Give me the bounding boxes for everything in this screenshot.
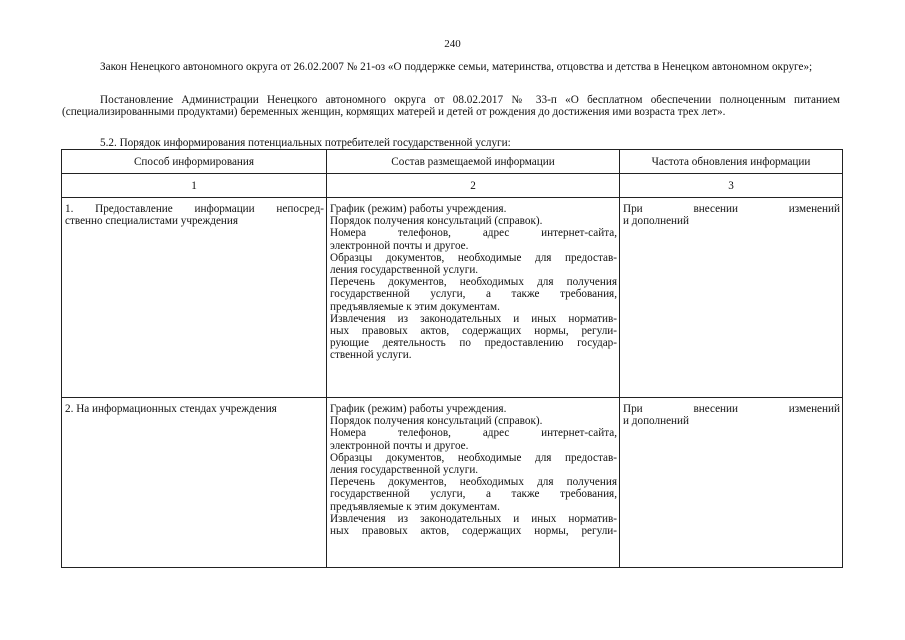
- cell-line: ственно специалистами учреждения: [65, 215, 239, 228]
- cell-line: Перечень документов, необходимых для получения: [330, 276, 617, 289]
- cell-line: государственной услуги, а также требования,: [330, 488, 617, 501]
- cell-line: ных правовых актов, содержащих нормы, регули-: [330, 525, 617, 538]
- cell-line: ления государственной услуги.: [330, 464, 479, 477]
- cell-line: При внесении изменений: [623, 403, 840, 415]
- cell-line: 2. На информационных стендах учреждения: [65, 403, 277, 415]
- cell-line: рующие деятельность по предоставлению государ-: [330, 337, 617, 350]
- column-number: 1: [62, 174, 327, 198]
- table-row: [62, 198, 843, 398]
- cell-line: Порядок получения консультаций (справок).: [330, 215, 543, 228]
- content-cell: [327, 198, 620, 398]
- frequency-cell: [620, 198, 843, 398]
- cell-line: государственной услуги, а также требования,: [330, 288, 617, 301]
- content-cell: [327, 398, 620, 568]
- table-row: [62, 398, 843, 568]
- cell-line: Номера телефонов, адрес интернет-сайта,: [330, 227, 617, 240]
- table-header-row: [62, 150, 843, 174]
- table-number-row: [62, 174, 843, 198]
- information-table: [61, 149, 843, 568]
- method-cell: [62, 398, 327, 568]
- cell-line: График (режим) работы учреждения.: [330, 403, 507, 415]
- cell-line: и дополнений: [623, 215, 689, 228]
- cell-line: Порядок получения консультаций (справок).: [330, 415, 543, 428]
- cell-line: ных правовых актов, содержащих нормы, регули-: [330, 325, 617, 338]
- section-heading-5-2: 5.2. Порядок информирования потенциальных потребителей государственной услуги:: [100, 137, 511, 149]
- header-method: Способ информирования: [62, 150, 327, 174]
- column-number: 3: [620, 174, 843, 198]
- frequency-cell: [620, 398, 843, 568]
- method-cell: [62, 198, 327, 398]
- page-number: 240: [444, 38, 461, 50]
- cell-line: Извлечения из законодательных и иных норматив-: [330, 312, 617, 325]
- cell-line: Образцы документов, необходимые для предостав-: [330, 251, 617, 264]
- cell-line: Извлечения из законодательных и иных норматив-: [330, 512, 617, 525]
- cell-line: 1. Предоставление информации непосред-: [65, 203, 324, 215]
- cell-line: Перечень документов, необходимых для получения: [330, 476, 617, 489]
- cell-line: ственной услуги.: [330, 349, 412, 362]
- law-reference-paragraph: Закон Ненецкого автономного округа от 26.02.2007 № 21-оз «О поддержке семьи, материнства, отцовства и детства в Ненецком автономном округе»;: [100, 61, 813, 73]
- header-frequency: Частота обновления информации: [620, 150, 843, 174]
- cell-line: При внесении изменений: [623, 203, 840, 215]
- header-content: Состав размещаемой информации: [327, 150, 620, 174]
- cell-line: Номера телефонов, адрес интернет-сайта,: [330, 427, 617, 440]
- cell-line: электронной почты и другое.: [330, 239, 469, 252]
- cell-line: предъявляемые к этим документам.: [330, 300, 500, 313]
- cell-line: График (режим) работы учреждения.: [330, 203, 507, 215]
- cell-line: и дополнений: [623, 415, 689, 428]
- resolution-reference-paragraph: Постановление Администрации Ненецкого автономного округа от 08.02.2017 № 33-п «О бесплатном обеспечении полноценным питанием (специализированными продуктами) беременных женщин, кормящих матерей и детей от рождения до достижения ими возраста трех лет».: [62, 94, 840, 119]
- cell-line: Образцы документов, необходимые для предостав-: [330, 451, 617, 464]
- cell-line: предъявляемые к этим документам.: [330, 500, 500, 513]
- cell-line: ления государственной услуги.: [330, 264, 479, 277]
- cell-line: электронной почты и другое.: [330, 439, 469, 452]
- column-number: 2: [327, 174, 620, 198]
